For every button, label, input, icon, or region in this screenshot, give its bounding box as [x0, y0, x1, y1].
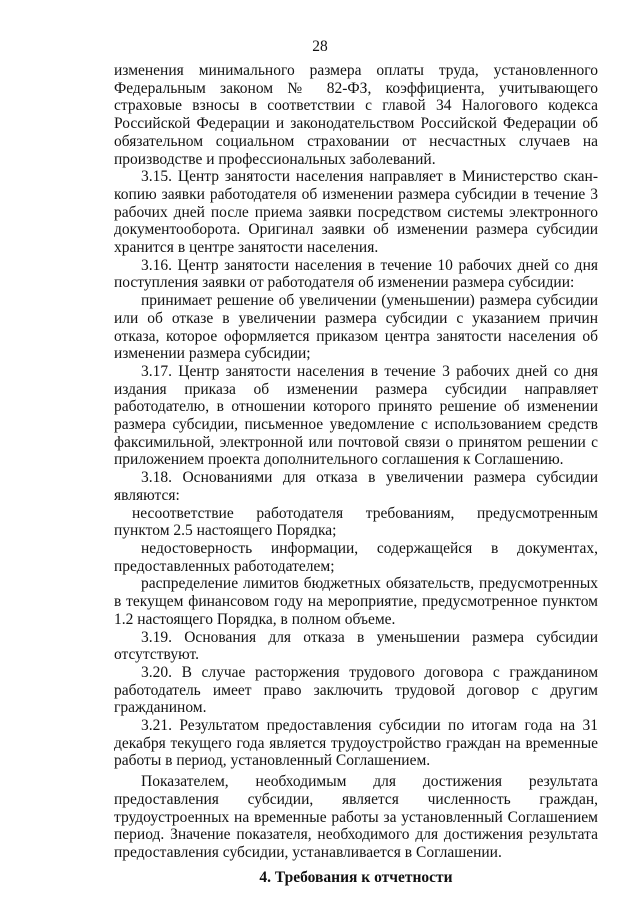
paragraph-3-18-reason-2: недостоверность информации, содержащейся в документах, предоставленных работодателем; [114, 539, 598, 575]
paragraph-indicator: Показателем, необходимым для достижения результата предоставления субсидии, является численность граждан, трудоустроенных на временные работы за установленный Соглашением период. Значение показателя, необходимого для достижения результата предоставления субсидии, устанавливается в Соглашении. [114, 773, 598, 861]
paragraph-3-18-reason-1: несоответствие работодателя требованиям, предусмотренным пунктом 2.5 настоящего Порядка; [114, 504, 598, 540]
paragraph-3-17: 3.17. Центр занятости населения в течение 3 рабочих дней со дня издания приказа об изменении размера субсидии направляет работодателю, в отношении которого принято решение об изменении размера субсидии, письменное уведомление с использованием средств факсимильной, электронной или почтовой связи о принятом решении с приложением проекта дополнительного соглашения к Соглашению. [114, 362, 598, 469]
paragraph-3-20: 3.20. В случае расторжения трудового договора с гражданином работодатель имеет право заключить трудовой договор с другим гражданином. [114, 663, 598, 717]
page-number: 28 [312, 38, 328, 55]
paragraph-3-18: 3.18. Основаниями для отказа в увеличении размера субсидии являются: [114, 469, 598, 504]
paragraph-continuation: изменения минимального размера оплаты труда, установленного Федеральным законом № 82-ФЗ, коэффициента, учитывающего страховые взносы в соответствии с главой 34 Налогового кодекса Российской Федерации и законодательством Российской Федерации об обязательном социальном страховании от несчастных случаев на производстве и профессиональных заболеваний. [114, 62, 598, 168]
document-body [114, 62, 598, 887]
paragraph-3-19: 3.19. Основания для отказа в уменьшении размера субсидии отсутствуют. [114, 628, 598, 664]
paragraph-3-15: 3.15. Центр занятости населения направляет в Министерство скан-копию заявки работодателя об изменении размера субсидии в течение 3 рабочих дней после приема заявки посредством системы электронного документооборота. Оригинал заявки об изменении размера субсидии хранится в центре занятости населения. [114, 168, 598, 257]
paragraph-3-16-decision: принимает решение об увеличении (уменьшении) размера субсидии или об отказе в увеличении размера субсидии с указанием причин отказа, которое оформляется приказом центра занятости населения об изменении размера субсидии; [114, 292, 598, 363]
section-heading: 4. Требования к отчетности [259, 868, 453, 886]
paragraph-3-18-reason-3: распределение лимитов бюджетных обязательств, предусмотренных в текущем финансовом году на мероприятие, предусмотренное пунктом 1.2 настоящего Порядка, в полном объеме. [114, 575, 598, 628]
paragraph-3-21: 3.21. Результатом предоставления субсидии по итогам года на 31 декабря текущего года является трудоустройство граждан на временные работы в период, установленный Соглашением. [114, 717, 598, 770]
paragraph-3-16: 3.16. Центр занятости населения в течение 10 рабочих дней со дня поступления заявки от работодателя об изменении размера субсидии: [114, 256, 598, 292]
